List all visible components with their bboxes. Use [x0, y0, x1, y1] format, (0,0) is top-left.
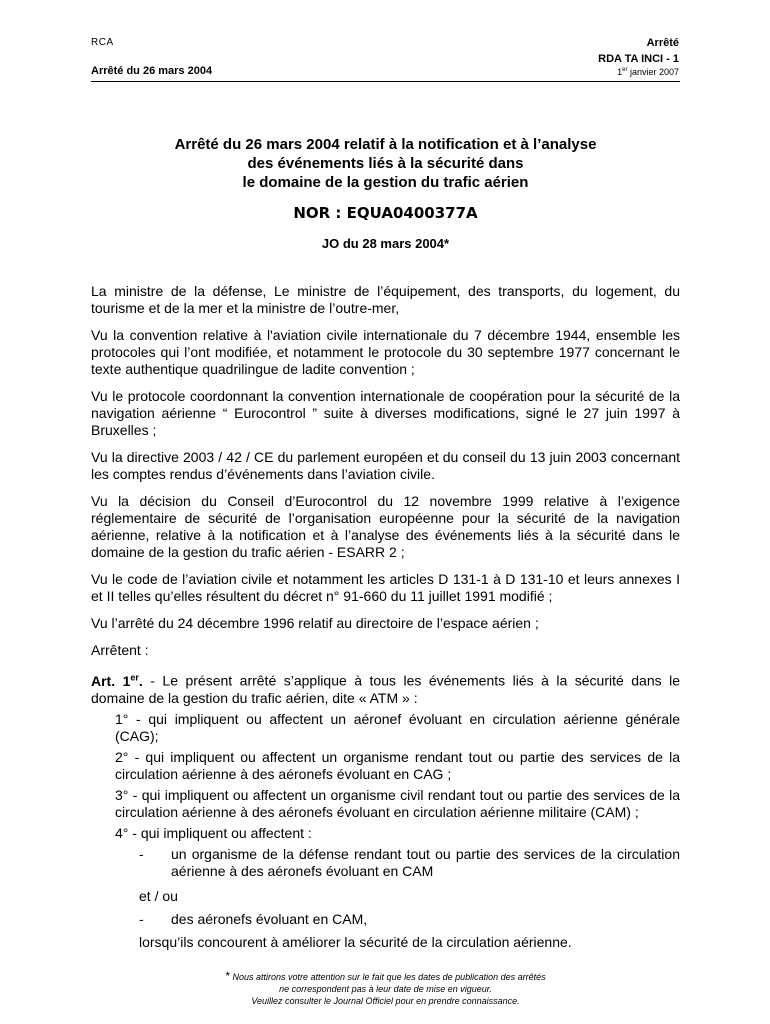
header-doc-type: Arrêté	[646, 37, 679, 49]
sub-item-1-text: un organisme de la défense rendant tout ou partie des services de la circulation aérienne à des aéronefs évoluant en CAM	[171, 845, 680, 879]
paragraph-vu-decision: Vu la décision du Conseil d’Eurocontrol du 12 novembre 1999 relative à l’exigence réglementaire de sécurité de l’organisation européenne pour la sécurité de la navigation aérienne, relative à la notification et à l’analyse des événements liés à la sécurité dans le domaine de la gestion du trafic aérien - ESARR 2 ;	[91, 493, 680, 560]
header-rule	[91, 81, 680, 82]
footnote-star: *	[225, 969, 230, 983]
header-edition-date	[617, 67, 679, 77]
dash-marker: -	[139, 910, 144, 927]
article-1	[91, 669, 680, 707]
footnote-line-3: Veuillez consulter le Journal Officiel pour en prendre connaissance.	[251, 996, 520, 1006]
sub-item-1	[139, 846, 680, 880]
article-1-label: Art. 1er.	[91, 672, 143, 689]
paragraph-ministers: La ministre de la défense, Le ministre de l’équipement, des transports, du logement, du tourisme et de la mer et la ministre de l’outre-mer,	[91, 283, 680, 316]
nor-reference: NOR : EQUA0400377A	[293, 204, 478, 222]
sub-item-2-text: des aéronefs évoluant en CAM,	[171, 910, 368, 927]
article-item-1: 1° - qui impliquent ou affectent un aéronef évoluant en circulation aérienne générale (CAG);	[115, 710, 680, 744]
article-item-4: 4° - qui impliquent ou affectent :	[115, 824, 312, 841]
paragraph-vu-arrete: Vu l’arrêté du 24 décembre 1996 relatif au directoire de l’espace aérien ;	[91, 615, 539, 631]
paragraph-vu-protocole: Vu le protocole coordonnant la convention internationale de coopération pour la sécurité de la navigation aérienne “ Eurocontrol ” suite à diverses modifications, signé le 27 juin 1997 à Bruxelles ;	[91, 388, 680, 438]
footnote-line-1: * Nous attirons votre attention sur le fait que les dates de publication des arrêtés	[225, 969, 546, 983]
paragraph-arretent: Arrêtent :	[91, 642, 149, 658]
header-right-block	[598, 35, 679, 67]
header-rca: RCA	[91, 37, 114, 48]
footnote-line-2: ne correspondent pas à leur date de mise en vigueur.	[279, 984, 492, 994]
title-line-2: des événements liés à la sécurité dans	[247, 155, 524, 172]
article-item-3: 3° - qui impliquent ou affectent un organisme civil rendant tout ou partie des services de la circulation aérienne à des aéronefs évoluant en circulation aérienne militaire (CAM) ;	[115, 786, 680, 820]
article-1-text: - Le présent arrêté s’applique à tous les événements liés à la sécurité dans le domaine de la gestion du trafic aérien, dite « ATM » :	[91, 672, 680, 706]
document-title	[91, 135, 680, 192]
closing-line: lorsqu’ils concourent à améliorer la sécurité de la circulation aérienne.	[139, 933, 572, 950]
paragraph-vu-convention: Vu la convention relative à l'aviation civile internationale du 7 décembre 1944, ensemble les protocoles qui l’ont modifiée, et notamment le protocole du 30 septembre 1977 concernant le texte authentique quadrilingue de ladite convention ;	[91, 327, 680, 377]
footnote	[91, 970, 680, 1007]
title-line-3: le domaine de la gestion du trafic aérien	[242, 174, 529, 191]
jo-reference: JO du 28 mars 2004*	[321, 236, 450, 251]
paragraph-vu-code: Vu le code de l’aviation civile et notamment les articles D 131-1 à D 131-10 et leurs annexes I et II telles qu’elles résultent du décret n° 91-660 du 11 juillet 1991 modifié ;	[91, 571, 680, 604]
edition-sup: er	[622, 67, 628, 73]
document-body	[91, 283, 680, 955]
edition-rest: janvier 2007	[627, 67, 679, 77]
sub-item-2	[139, 911, 680, 928]
paragraph-vu-directive: Vu la directive 2003 / 42 / CE du parlement européen et du conseil du 13 juin 2003 concernant les comptes rendus d’événements dans l’aviation civile.	[91, 449, 680, 482]
title-line-1: Arrêté du 26 mars 2004 relatif à la notification et à l’analyse	[174, 136, 597, 153]
header-reference: RDA TA INCI - 1	[598, 53, 679, 65]
edition-day: 1	[617, 67, 623, 77]
dash-marker: -	[139, 845, 144, 862]
et-ou: et / ou	[139, 887, 178, 904]
header-decree-label: Arrêté du 26 mars 2004	[91, 65, 213, 77]
article-item-2: 2° - qui impliquent ou affectent un organisme rendant tout ou partie des services de la circulation aérienne à des aéronefs évoluant en CAG ;	[115, 748, 680, 782]
